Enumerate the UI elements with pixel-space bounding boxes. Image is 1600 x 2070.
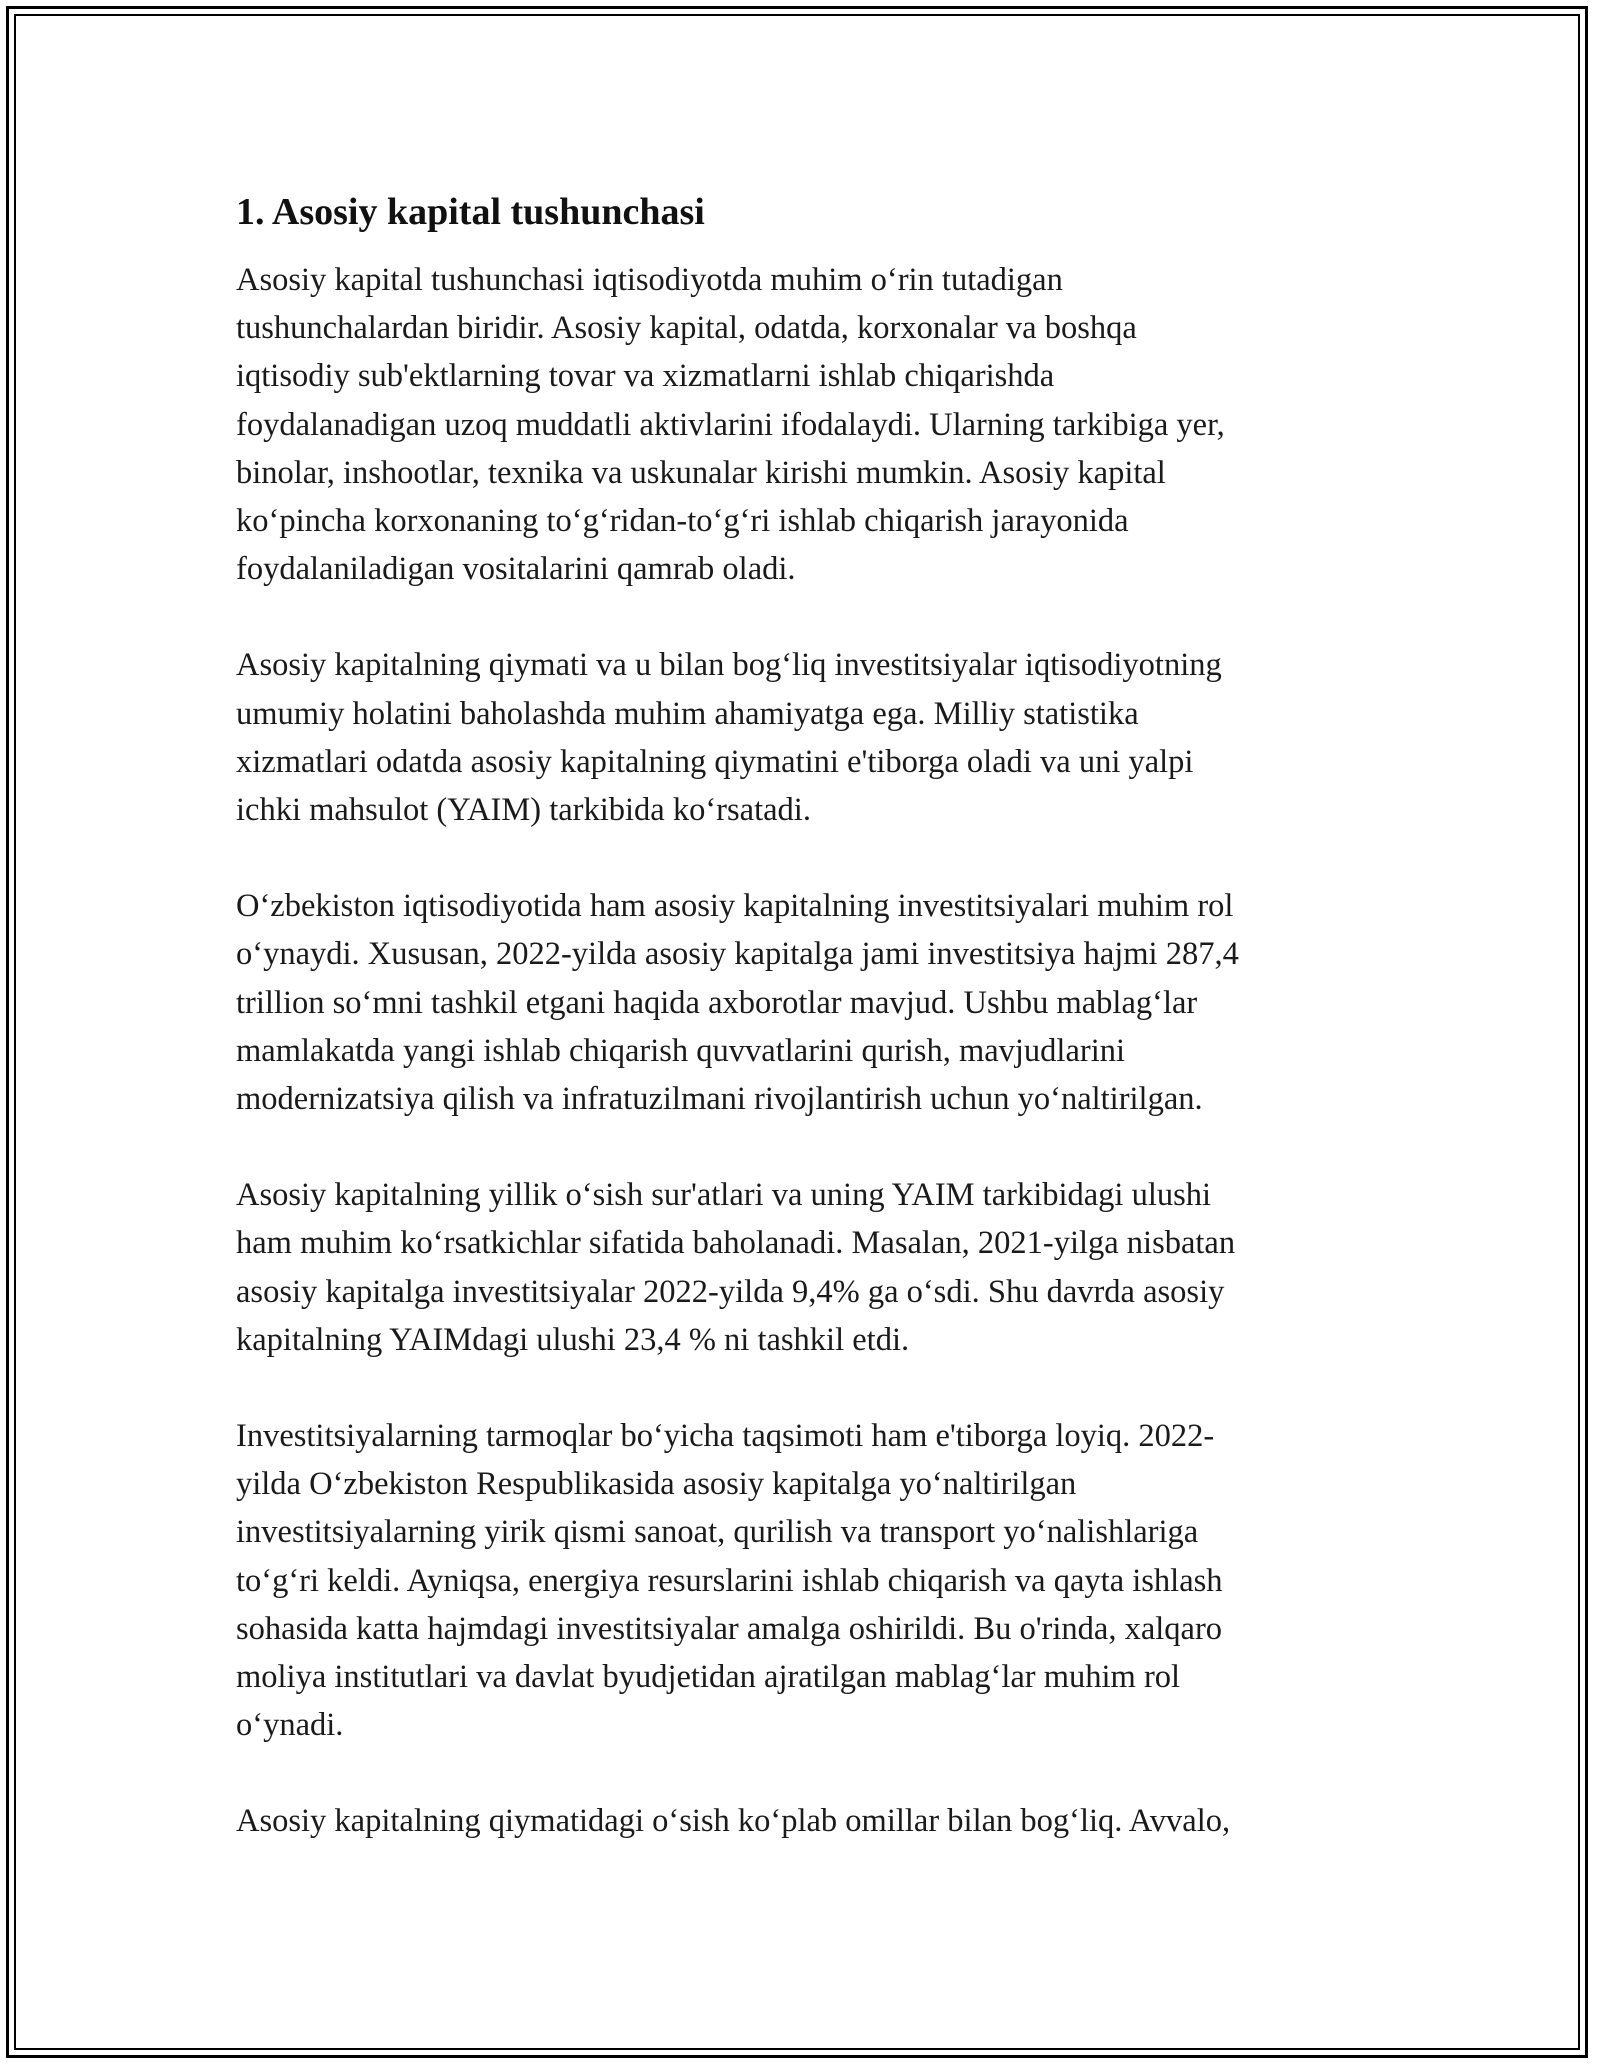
paragraph-2: Asosiy kapitalning qiymati va u bilan bog‘liq investitsiyalar iqtisodiyotning umumiy holatini baholashda muhim ahamiyatga ega. Milliy statistika xizmatlari odatda asosiy kapitalning qiymatini e'tiborga oladi va uni yalpi ichki mahsulot (YAIM) tarkibida ko‘rsatadi. xyxy=(236,647,1222,829)
document-body xyxy=(236,188,1376,1894)
paragraph-3: O‘zbekiston iqtisodiyotida ham asosiy kapitalning investitsiyalari muhim rol o‘ynaydi. Xususan, 2022-yilda asosiy kapitalga jami investitsiya hajmi 287,4 trillion so‘mni tashkil etgani haqida axborotlar mavjud. Ushbu mablag‘lar mamlakatda yangi ishlab chiqarish quvvatlarini qurish, mavjudlarini modernizatsiya qilish va infratuzilmani rivojlantirish uchun yo‘naltirilgan. xyxy=(236,888,1239,1118)
section-heading: 1. Asosiy kapital tushunchasi xyxy=(236,191,705,233)
paragraph-4: Asosiy kapitalning yillik o‘sish sur'atlari va uning YAIM tarkibidagi ulushi ham muhim ko‘rsatkichlar sifatida baholanadi. Masalan, 2021-yilga nisbatan asosiy kapitalga investitsiyalar 2022-yilda 9,4% ga o‘sdi. Shu davrda asosiy kapitalning YAIMdagi ulushi 23,4 % ni tashkil etdi. xyxy=(236,1177,1236,1358)
paragraph-5: Investitsiyalarning tarmoqlar bo‘yicha taqsimoti ham e'tiborga loyiq. 2022- yilda O‘zbekiston Respublikasida asosiy kapitalga yo‘naltirilgan investitsiyalarning yirik qismi sanoat, qurilish va transport yo‘nalishlariga to‘g‘ri keldi. Ayniqsa, energiya resurslarini ishlab chiqarish va qayta ishlash sohasida katta hajmdagi investitsiyalar amalga oshirildi. Bu o'rinda, xalqaro moliya institutlari va davlat byudjetidan ajratilgan mablag‘lar muhim rol o‘ynadi. xyxy=(236,1418,1223,1744)
paragraph-1: Asosiy kapital tushunchasi iqtisodiyotda muhim o‘rin tutadigan tushunchalardan biridir. Asosiy kapital, odatda, korxonalar va boshqa iqtisodiy sub'ektlarning tovar va xizmatlarni ishlab chiqarishda foydalanadigan uzoq muddatli aktivlarini ifodalaydi. Ularning tarkibiga yer, binolar, inshootlar, texnika va uskunalar kirishi mumkin. Asosiy kapital ko‘pincha korxonaning to‘g‘ridan-to‘g‘ri ishlab chiqarish jarayonida foydalaniladigan vositalarini qamrab oladi. xyxy=(236,262,1225,588)
paragraph-6: Asosiy kapitalning qiymatidagi o‘sish ko‘plab omillar bilan bog‘liq. Avvalo, xyxy=(236,1803,1231,1840)
